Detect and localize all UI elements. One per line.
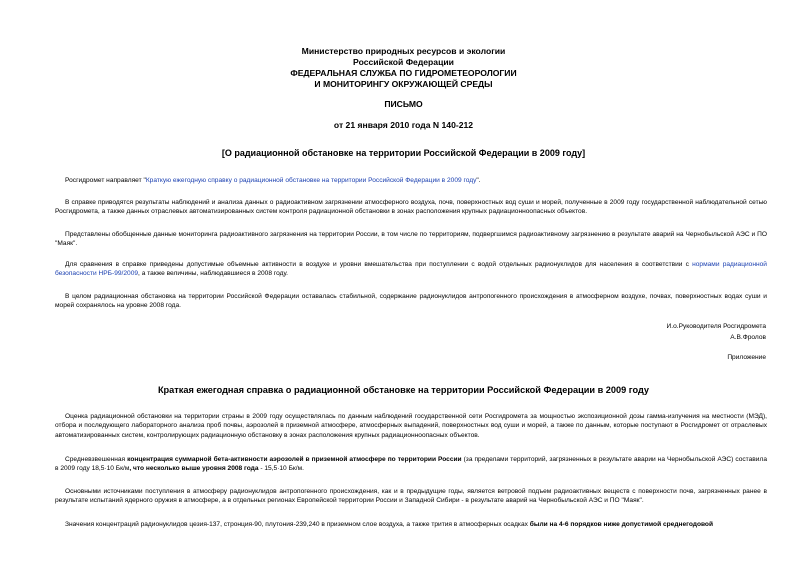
signature-name: А.В.Фролов: [730, 334, 766, 341]
ministry-line-2: Российской Федерации: [353, 57, 454, 67]
letter-paragraph-2: В справке приводятся результаты наблюдений и анализа данных о радиоактивном загрязнении атмосферного воздуха, почв, поверхностных вод суши и морей, полученные в 2009 году государственной наблюдательной сетью Росгидромета, а также данных отраслевых автоматизированных систем контроля радиационной обстановки в зонах расположения крупных радиационноопасных объектов.: [55, 199, 767, 216]
ministry-line-1: Министерство природных ресурсов и экологии: [301, 46, 506, 56]
document-date: от 21 января 2010 года N 140-212: [333, 120, 474, 130]
service-line-2: И МОНИТОРИНГУ ОКРУЖАЮЩЕЙ СРЕДЫ: [314, 79, 493, 89]
service-line-1: ФЕДЕРАЛЬНАЯ СЛУЖБА ПО ГИДРОМЕТЕОРОЛОГИИ: [290, 68, 517, 78]
letter-paragraph-4: Для сравнения в справке приведены допустимые объемные активности в воздухе и уровни вмешательства при поступлении с водой отдельных радионуклидов для населения в соответствии с нормами радиационной безопасности НРБ-99/2009, а также величины, наблюдавшиеся в 2008 году.: [55, 261, 767, 278]
appendix-label: Приложение: [727, 354, 766, 361]
letter-paragraph-5: В целом радиационная обстановка на территории Российской Федерации оставалась стабильной, содержание радионуклидов антропогенного происхождения в атмосферном воздухе, почвах, поверхностных водах суши и морей сохранялось на уровне 2008 года.: [55, 293, 767, 310]
report-paragraph-1: Оценка радиационной обстановки на территории страны в 2009 году осуществлялась по данным наблюдений государственной сети Росгидромета за мощностью экспозиционной дозы гамма-излучения на местности (МЭД), отбора и последующего лабораторного анализа проб почвы, аэрозолей в приземной атмосфере, атмосферных выпадений, поверхностных вод суши и морей, а также по данным, которые поступают в Росгидромет от отраслевых автоматизированных систем, контролирующих радиационную обстановку в зонах расположения крупных радиационноопасных объектов.: [55, 413, 767, 439]
letter-paragraph-3: Представлены обобщенные данные мониторинга радиоактивного загрязнения на территории России, в том числе по территориям, подвергшимся радиоактивному загрязнению в результате аварий на Чернобыльской АЭС и ПО "Маяк".: [55, 231, 767, 248]
letter-paragraph-1: Росгидромет направляет "Краткую ежегодную справку о радиационной обстановке на территории Российской Федерации в 2009 году".: [65, 177, 481, 184]
report-title: Краткая ежегодная справка о радиационной обстановке на территории Российской Федерации в 2009 году: [157, 385, 650, 395]
report-link[interactable]: Краткую ежегодную справку о радиационной обстановке на территории Российской Федерации в 2009 году: [145, 177, 477, 184]
document-type: ПИСЬМО: [384, 99, 423, 109]
report-paragraph-3: Основными источниками поступления в атмосферу радионуклидов антропогенного происхождения, как и в предыдущие годы, является ветровой подъем радиоактивных веществ с поверхности почв, загрязненных ранее в результате испытаний ядерного оружия в атмосфере, а в отдельных регионах Европейской территории России и Западной Сибири - в результате аварий на Чернобыльской АЭС и ПО "Маяк".: [55, 488, 767, 505]
document-subject: [О радиационной обстановке на территории Российской Федерации в 2009 году]: [221, 148, 586, 158]
signature-position: И.о.Руководителя Росгидромета: [666, 323, 766, 330]
report-paragraph-2: Средневзвешенная концентрация суммарной бета-активности аэрозолей в приземной атмосфере по территории России (за пределами территорий, загрязненных в результате аварии на Чернобыльской АЭС) составила в 2009 году 18,5·10 Бк/м, что несколько выше уровня 2008 года - 15,5·10 Бк/м.: [55, 456, 767, 473]
nrb-link[interactable]: нормами радиационной безопасности НРБ-99/2009: [55, 261, 767, 278]
report-paragraph-4: Значения концентраций радионуклидов цезия-137, стронция-90, плутония-239,240 в приземном слое воздуха, а также трития в атмосферных осадках были на 4-6 порядков ниже допустимой среднегодовой: [65, 521, 714, 528]
